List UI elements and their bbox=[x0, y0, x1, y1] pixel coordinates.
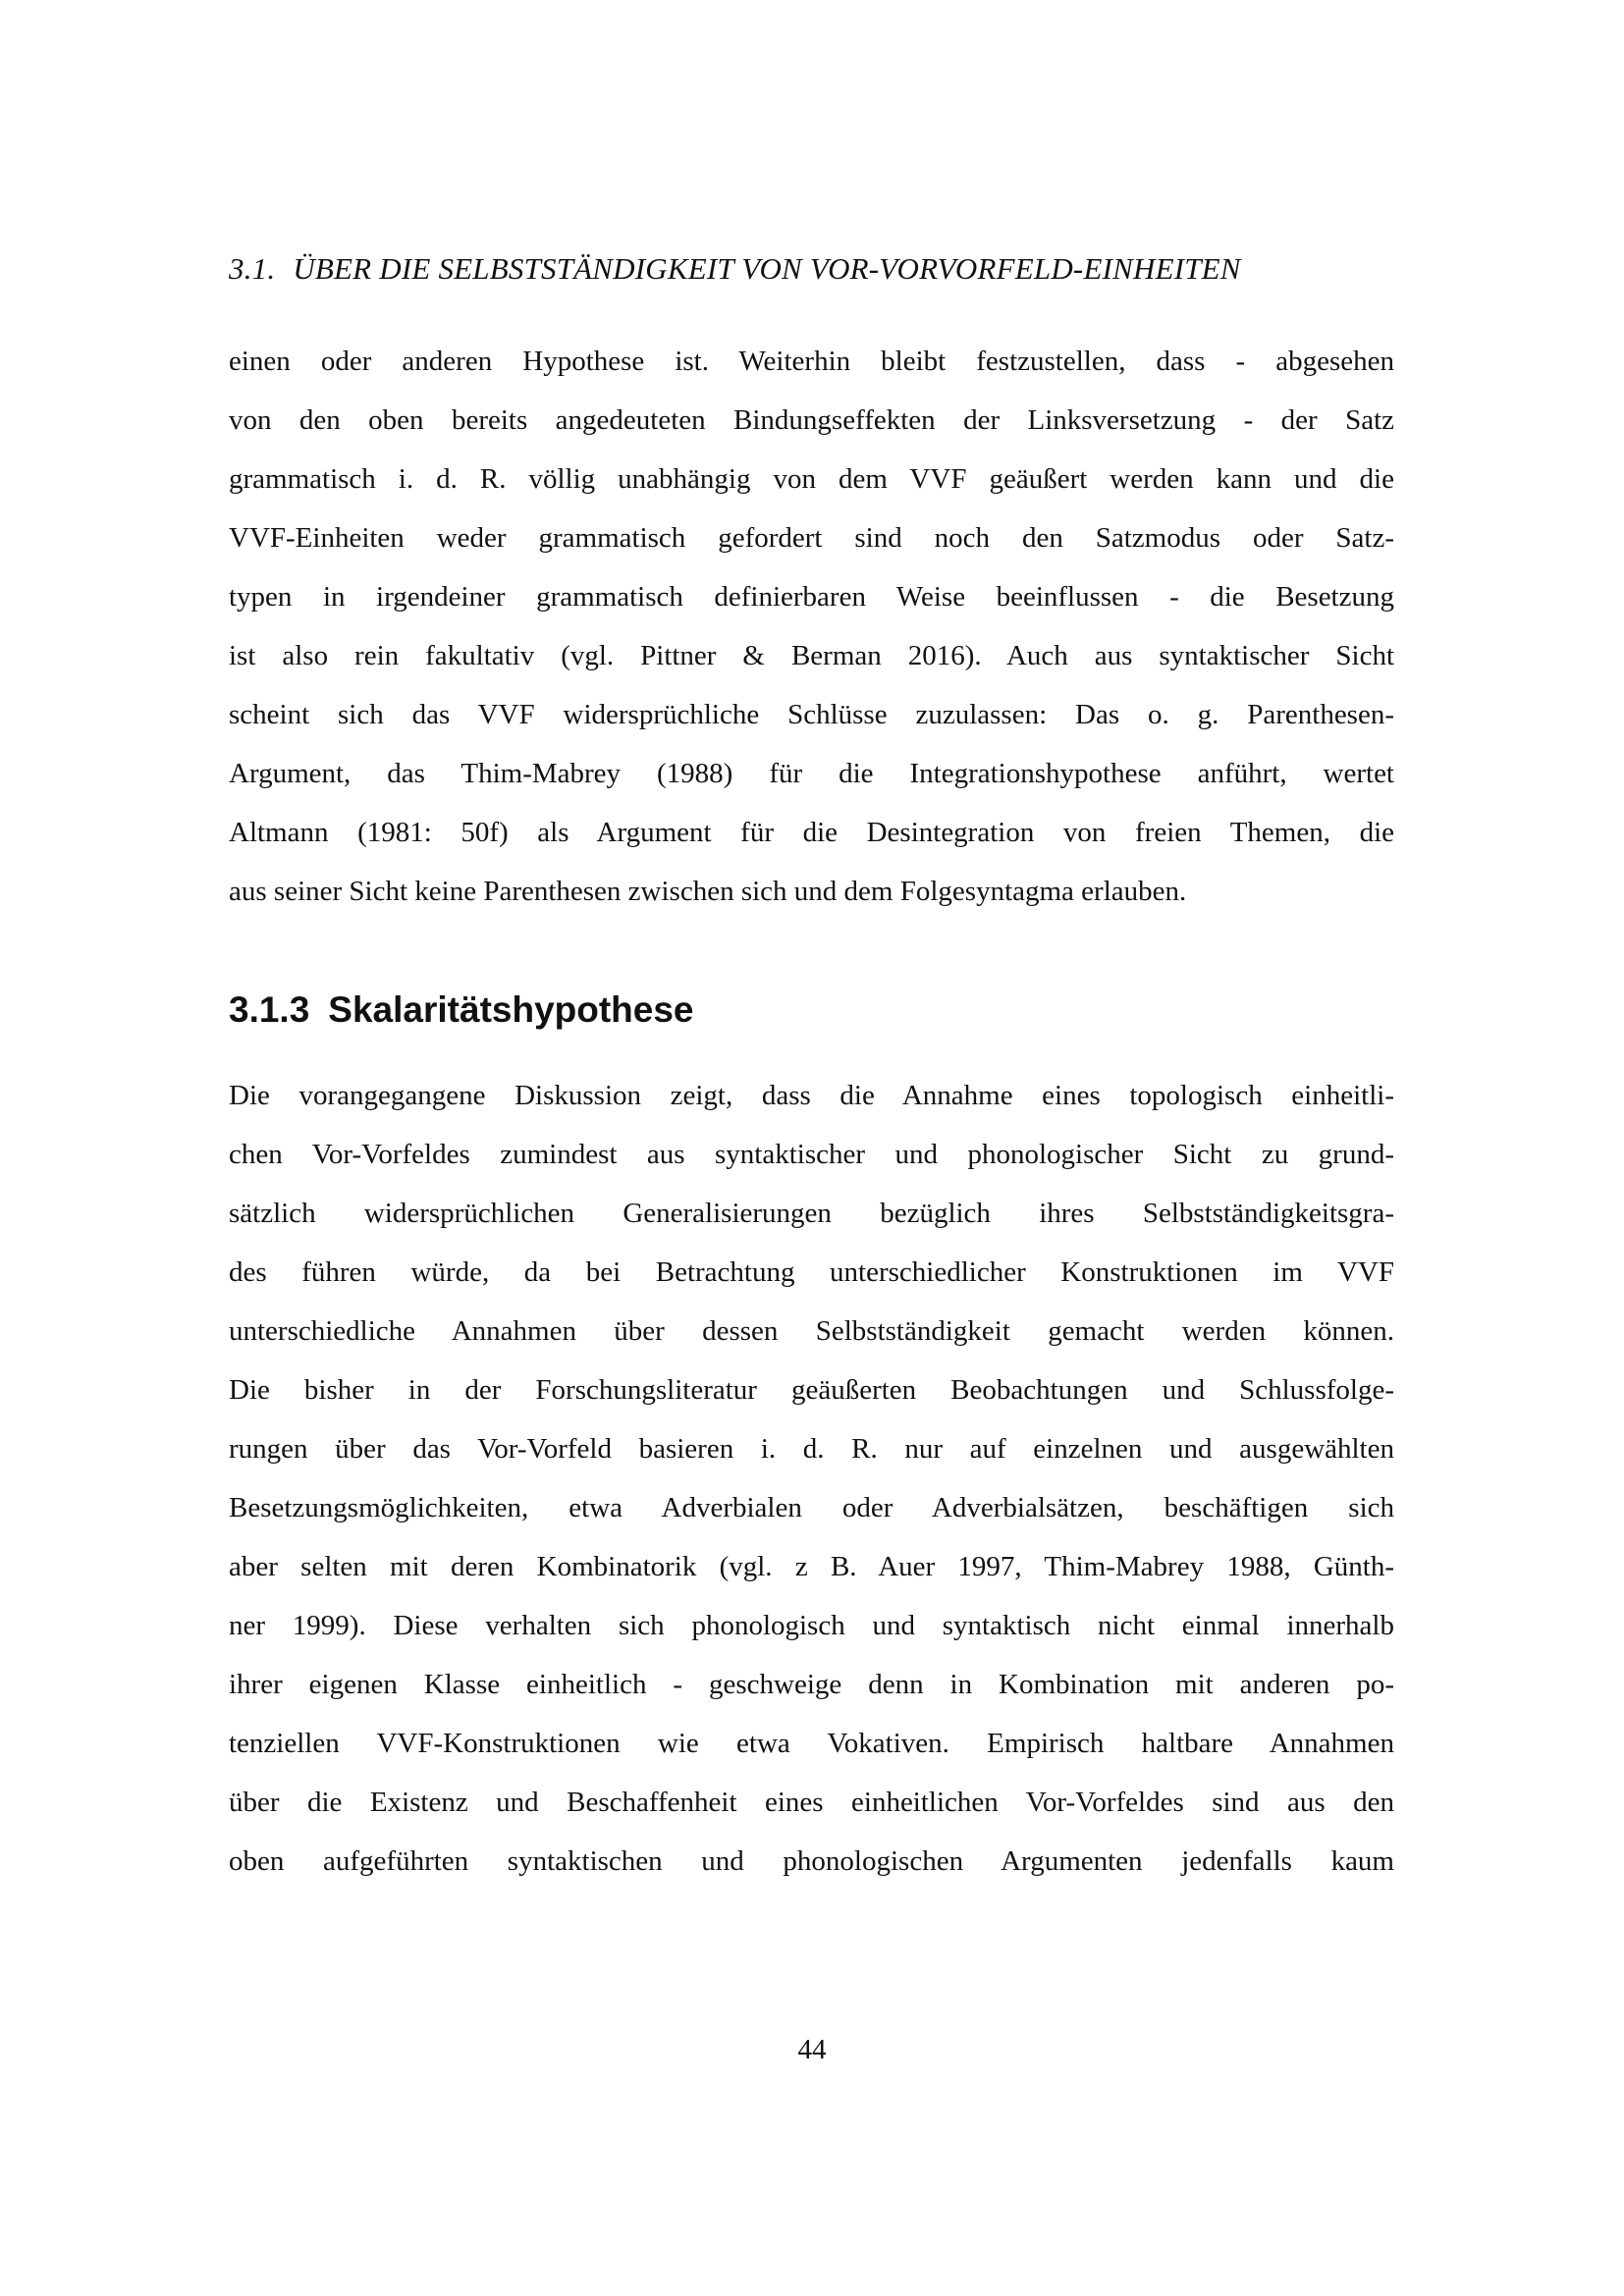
page-number: 44 bbox=[797, 2034, 827, 2065]
paragraph-line: rungen über das Vor-Vorfeld basieren i. d. R. nur auf einzelnen und ausgewählten bbox=[229, 1433, 1394, 1465]
running-header-title: ÜBER DIE SELBSTSTÄNDIGKEIT VON VOR-VORVORFELD-EINHEITEN bbox=[293, 251, 1241, 286]
paragraph-line: aus seiner Sicht keine Parenthesen zwischen sich und dem Folgesyntagma erlauben. bbox=[229, 876, 1187, 907]
paragraph-line: von den oben bereits angedeuteten Bindungseffekten der Linksversetzung - der Satz bbox=[229, 404, 1394, 436]
paragraph-line: oben aufgeführten syntaktischen und phonologischen Argumenten jedenfalls kaum bbox=[229, 1845, 1394, 1877]
paragraph-line: tenziellen VVF-Konstruktionen wie etwa Vokativen. Empirisch haltbare Annahmen bbox=[229, 1728, 1394, 1759]
paragraph-line: scheint sich das VVF widersprüchliche Schlüsse zuzulassen: Das o. g. Parenthesen- bbox=[229, 699, 1394, 730]
paragraph-line: Argument, das Thim-Mabrey (1988) für die Integrationshypothese anführt, wertet bbox=[229, 758, 1394, 789]
paragraph-line: Besetzungsmöglichkeiten, etwa Adverbialen oder Adverbialsätzen, beschäftigen sich bbox=[229, 1492, 1394, 1523]
paragraph-line: des führen würde, da bei Betrachtung unterschiedlicher Konstruktionen im VVF bbox=[229, 1256, 1394, 1288]
paragraph-line: typen in irgendeiner grammatisch definierbaren Weise beeinflussen - die Besetzung bbox=[229, 581, 1394, 613]
paragraph-line: ihrer eigenen Klasse einheitlich - geschweige denn in Kombination mit anderen po- bbox=[229, 1669, 1394, 1700]
paragraph-line: Die bisher in der Forschungsliteratur geäußerten Beobachtungen und Schlussfolge- bbox=[229, 1374, 1394, 1406]
body-paragraph-1 bbox=[229, 332, 1394, 921]
paragraph-line: über die Existenz und Beschaffenheit eines einheitlichen Vor-Vorfeldes sind aus den bbox=[229, 1787, 1394, 1818]
page-footer bbox=[0, 2030, 1624, 2069]
body-paragraph-2 bbox=[229, 1066, 1394, 1891]
running-header bbox=[229, 251, 1397, 287]
section-heading-title: Skalaritätshypothese bbox=[328, 989, 694, 1030]
section-heading bbox=[229, 988, 694, 1033]
paragraph-line: ist also rein fakultativ (vgl. Pittner & Berman 2016). Auch aus syntaktischer Sicht bbox=[229, 640, 1394, 671]
paragraph-line: VVF-Einheiten weder grammatisch gefordert sind noch den Satzmodus oder Satz- bbox=[229, 522, 1394, 554]
paragraph-line: chen Vor-Vorfeldes zumindest aus syntaktischer und phonologischer Sicht zu grund- bbox=[229, 1139, 1394, 1170]
paragraph-line: grammatisch i. d. R. völlig unabhängig von dem VVF geäußert werden kann und die bbox=[229, 463, 1394, 495]
paragraph-line: unterschiedliche Annahmen über dessen Selbstständigkeit gemacht werden können. bbox=[229, 1315, 1394, 1347]
paragraph-line: Die vorangegangene Diskussion zeigt, dass die Annahme eines topologisch einheitli- bbox=[229, 1080, 1394, 1111]
paragraph-line: ner 1999). Diese verhalten sich phonologisch und syntaktisch nicht einmal innerhalb bbox=[229, 1610, 1394, 1641]
paragraph-line: aber selten mit deren Kombinatorik (vgl. z B. Auer 1997, Thim-Mabrey 1988, Günth- bbox=[229, 1551, 1394, 1582]
paragraph-line: einen oder anderen Hypothese ist. Weiterhin bleibt festzustellen, dass - abgesehen bbox=[229, 346, 1394, 377]
section-heading-number: 3.1.3 bbox=[229, 989, 310, 1030]
paragraph-line: Altmann (1981: 50f) als Argument für die Desintegration von freien Themen, die bbox=[229, 817, 1394, 848]
paragraph-line: sätzlich widersprüchlichen Generalisierungen bezüglich ihres Selbstständigkeitsgra- bbox=[229, 1198, 1394, 1229]
running-header-section-number: 3.1. bbox=[229, 251, 276, 286]
